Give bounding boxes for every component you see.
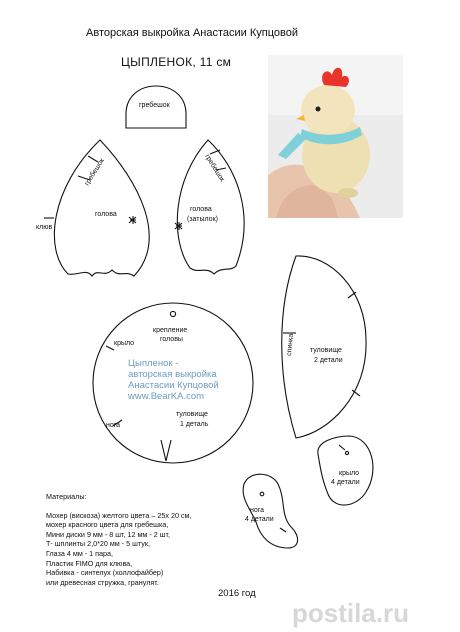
year-label: 2016 год	[218, 588, 256, 599]
leg-mark: нога	[106, 422, 121, 429]
materials-list	[46, 492, 191, 587]
body-side-label-line2: 2 детали	[314, 357, 343, 364]
materials-item: мохер красного цвета для гребешка,	[46, 520, 169, 530]
body-side-label-line1: туловище	[310, 347, 342, 354]
comb-label: гребешок	[139, 102, 170, 109]
page-title: ЦЫПЛЕНОК, 11 см	[121, 55, 232, 69]
materials-item: Пластик FIMO для клюва,	[46, 558, 133, 568]
head-back-label-line1: голова	[190, 206, 212, 213]
back-mark: спинка	[286, 333, 295, 357]
center-watermark-url: www.BearKA.com	[128, 391, 205, 402]
head-back-comb-mark: гребешок	[203, 153, 226, 184]
beak-mark: клюв	[36, 224, 53, 231]
materials-item: Набивка - синтелух (холлофайбер)	[46, 568, 164, 578]
wing-mark: крыло	[114, 340, 135, 347]
head-attach-line2: головы	[160, 336, 183, 343]
site-watermark: postila.ru	[292, 598, 410, 628]
materials-heading: Материалы:	[46, 492, 87, 501]
head-side-comb-mark: гребешок	[83, 157, 106, 188]
center-watermark-line2: авторская выкройка	[128, 369, 217, 380]
author-line: Авторская выкройка Анастасии Купцовой	[86, 27, 298, 39]
head-back-label-line2: (затылок)	[187, 216, 218, 223]
materials-item: Мини диски 9 мм - 8 шт, 12 мм - 2 шт,	[46, 529, 170, 539]
body-round-label-line1: туловище	[176, 411, 208, 418]
materials-item: Т- шплинты 2,0*20 мм - 5 штук,	[46, 539, 150, 549]
body-round-label-line2: 1 деталь	[180, 421, 209, 428]
wing-label-line1: крыло	[339, 470, 360, 477]
materials-item: или древесная стружка, гранулят.	[46, 577, 159, 587]
materials-item: Мохер (вискоза) желтого цвета – 25х 20 см,	[46, 510, 192, 520]
head-attach-line1: крепление	[153, 327, 188, 334]
leg-label-line2: 4 детали	[245, 516, 274, 523]
center-watermark-line3: Анастасии Купцовой	[128, 380, 219, 391]
leg-label-line1: нога	[250, 507, 265, 514]
materials-item: Глаза 4 мм - 1 пара,	[46, 548, 114, 558]
center-watermark-line1: Цыпленок -	[128, 358, 179, 369]
center-watermark	[128, 358, 219, 402]
wing-label-line2: 4 детали	[331, 479, 360, 486]
head-side-label: голова	[95, 211, 117, 218]
